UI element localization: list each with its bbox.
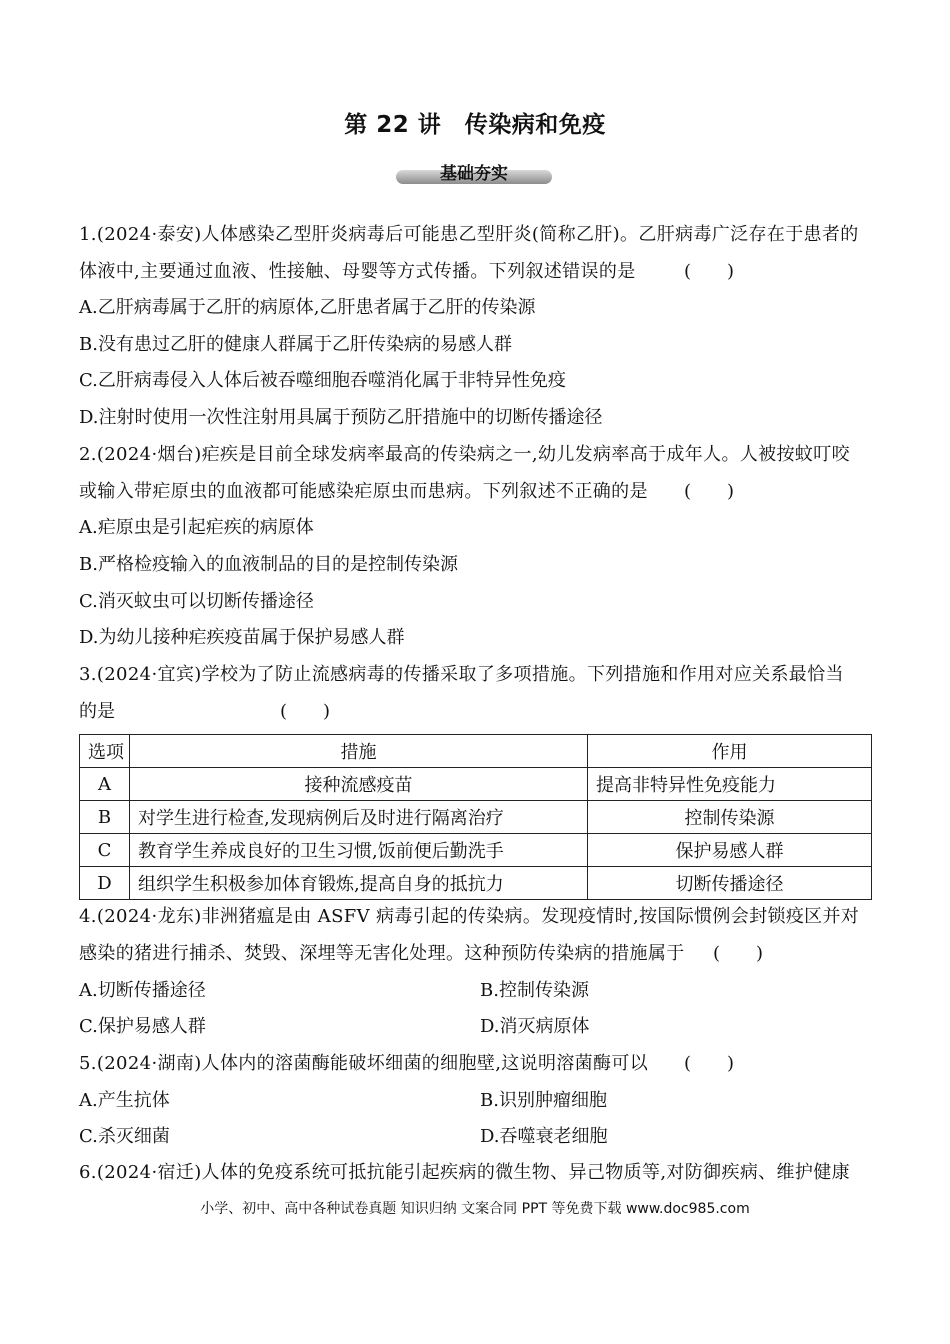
table-cell-effect: 控制传染源 — [588, 801, 872, 834]
q5-option-b: B.识别肿瘤细胞 — [480, 1090, 607, 1111]
section-badge — [396, 159, 552, 185]
table-header-cell: 选项 — [80, 735, 130, 768]
table-row — [80, 801, 872, 834]
q1-option-a: A.乙肝病毒属于乙肝的病原体,乙肝患者属于乙肝的传染源 — [79, 297, 536, 318]
q4-option-c: C.保护易感人群 — [79, 1016, 206, 1037]
q4-option-b: B.控制传染源 — [480, 980, 589, 1001]
page-footer: 小学、初中、高中各种试卷真题 知识归纳 文案合同 PPT 等免费下载 www.doc985.com — [200, 1201, 750, 1217]
table-header-cell: 措施 — [130, 735, 588, 768]
table-row — [80, 768, 872, 801]
q3-stem-line2: 的是 — [79, 701, 115, 722]
q1-option-b: B.没有患过乙肝的健康人群属于乙肝传染病的易感人群 — [79, 334, 512, 355]
q4-option-a: A.切断传播途径 — [79, 980, 206, 1001]
q1-option-d: D.注射时使用一次性注射用具属于预防乙肝措施中的切断传播途径 — [79, 407, 603, 428]
table-row — [80, 867, 872, 900]
table-cell-option: A — [80, 768, 130, 801]
table-cell-option: B — [80, 801, 130, 834]
options-table — [79, 734, 872, 900]
q2-stem-line1: 2.(2024·烟台)疟疾是目前全球发病率最高的传染病之一,幼儿发病率高于成年人。人被按蚊叮咬 — [79, 444, 850, 465]
table-cell-measure: 教育学生养成良好的卫生习惯,饭前便后勤洗手 — [130, 834, 588, 867]
q5-option-c: C.杀灭细菌 — [79, 1126, 170, 1147]
table-row — [80, 834, 872, 867]
q4-stem-line2: 感染的猪进行捕杀、焚毁、深埋等无害化处理。这种预防传染病的措施属于 — [79, 943, 685, 964]
q1-option-c: C.乙肝病毒侵入人体后被吞噬细胞吞噬消化属于非特异性免疫 — [79, 370, 566, 391]
q2-option-c: C.消灭蚊虫可以切断传播途径 — [79, 591, 314, 612]
table-cell-effect: 切断传播途径 — [588, 867, 872, 900]
q2-option-b: B.严格检疫输入的血液制品的目的是控制传染源 — [79, 554, 458, 575]
q2-stem-line2: 或输入带疟原虫的血液都可能感染疟原虫而患病。下列叙述不正确的是 — [79, 481, 648, 502]
table-cell-option: D — [80, 867, 130, 900]
q5-option-a: A.产生抗体 — [79, 1090, 170, 1111]
table-cell-measure: 对学生进行检查,发现病例后及时进行隔离治疗 — [130, 801, 588, 834]
table-cell-option: C — [80, 834, 130, 867]
q6-stem-line1: 6.(2024·宿迁)人体的免疫系统可抵抗能引起疾病的微生物、异己物质等,对防御疾病、维护健康 — [79, 1162, 850, 1183]
q1-stem-line2: 体液中,主要通过血液、性接触、母婴等方式传播。下列叙述错误的是 — [79, 261, 636, 282]
page-title: 第 22 讲 传染病和免疫 — [344, 112, 606, 138]
q4-option-d: D.消灭病原体 — [480, 1016, 590, 1037]
q2-option-d: D.为幼儿接种疟疾疫苗属于保护易感人群 — [79, 627, 405, 648]
table-cell-effect: 保护易感人群 — [588, 834, 872, 867]
q5-stem-line1: 5.(2024·湖南)人体内的溶菌酶能破坏细菌的细胞壁,这说明溶菌酶可以 — [79, 1053, 649, 1074]
table-header-row — [80, 735, 872, 768]
section-badge-label: 基础夯实 — [440, 164, 508, 184]
q5-option-d: D.吞噬衰老细胞 — [480, 1126, 608, 1147]
q4-answer-paren: ( ) — [713, 943, 764, 964]
q3-stem-line1: 3.(2024·宜宾)学校为了防止流感病毒的传播采取了多项措施。下列措施和作用对应关系最恰当 — [79, 664, 844, 685]
q1-answer-paren: ( ) — [684, 261, 735, 282]
q1-stem-line1: 1.(2024·泰安)人体感染乙型肝炎病毒后可能患乙型肝炎(简称乙肝)。乙肝病毒广泛存在于患者的 — [79, 224, 859, 245]
table-header-cell: 作用 — [588, 735, 872, 768]
q2-answer-paren: ( ) — [684, 481, 735, 502]
q3-answer-paren: ( ) — [280, 701, 331, 722]
table-cell-measure: 组织学生积极参加体育锻炼,提高自身的抵抗力 — [130, 867, 588, 900]
q2-option-a: A.疟原虫是引起疟疾的病原体 — [79, 517, 314, 538]
q5-answer-paren: ( ) — [684, 1053, 735, 1074]
q4-stem-line1: 4.(2024·龙东)非洲猪瘟是由 ASFV 病毒引起的传染病。发现疫情时,按国际惯例会封锁疫区并对 — [79, 906, 860, 927]
table-cell-measure: 接种流感疫苗 — [130, 768, 588, 801]
table-cell-effect: 提高非特异性免疫能力 — [588, 768, 872, 801]
